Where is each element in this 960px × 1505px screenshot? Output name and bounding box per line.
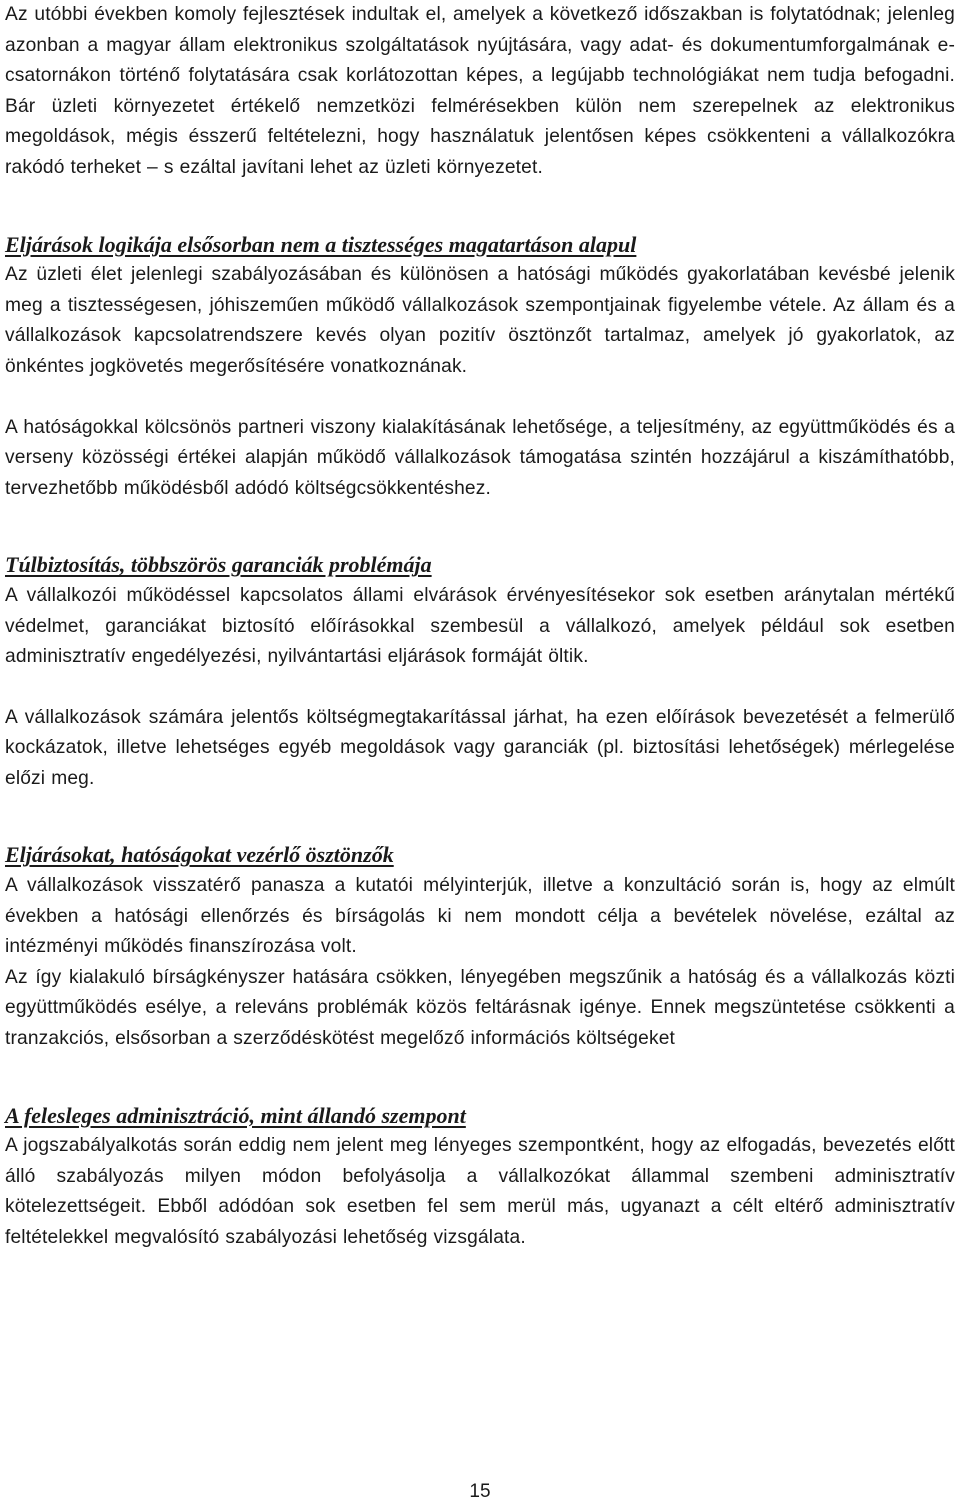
section-3-paragraph-2: Az így kialakuló bírságkényszer hatására csökken, lényegében megszűnik a hatóság és a vállalkozás közti együttműködés esélye, a releváns problémák közös feltárásnak igénye. Ennek megszüntetése csökkenti a tranzakciós, elsősorban a szerződéskötést megelőző információs költségeket bbox=[5, 966, 955, 1050]
section-1-paragraph-1: Az üzleti élet jelenlegi szabályozásában és különösen a hatósági működés gyakorlatában kevésbé jelenik meg a tisztességesen, jóhiszeműen működő vállalkozások szempontjainak figyelembe vétele. Az állam és a vállalkozások kapcsolatrendszere kevés olyan pozitív ösztönzőt tartalmaz, amelyek jó gyakorlatok, az önkéntes jogkövetés megerősítésére vonatkoznának. bbox=[5, 264, 955, 377]
section-2-paragraph-1: A vállalkozói működéssel kapcsolatos állami elvárások érvényesítésekor sok esetben aránytalan mértékű védelmet, garanciákat biztosító előírásokkal szembesül a vállalkozó, amelyek például sok esetben adminisztratív engedélyezési, nyilvántartási eljárások formáját öltik. bbox=[5, 584, 955, 668]
intro-paragraph: Az utóbbi években komoly fejlesztések indultak el, amelyek a következő időszakban is folytatódnak; jelenleg azonban a magyar állam elektronikus szolgáltatások nyújtására, vagy adat- és dokumentumforgalmának e-csatornákon történő folytatására csak korlátozottan képes, a legújabb technológiákat nem tudja befogadni. Bár üzleti környezetet értékelő nemzetközi felmérésekben külön nem szerepelnek az elektronikus megoldások, mégis ésszerű feltételezni, hogy használatuk jelentősen képes csökkenteni a vállalkozókra rakódó terheket – s ezáltal javítani lehet az üzleti környezetet. bbox=[5, 4, 955, 178]
section-3-paragraph-1: A vállalkozások visszatérő panasza a kutatói mélyinterjúk, illetve a konzultáció során is, hogy az elmúlt években a hatósági ellenőrzés és bírságolás ki nem mondott célja a bevételek növelése, ezáltal az intézményi működés finanszírozása volt. bbox=[5, 875, 955, 958]
page-number: 15 bbox=[469, 1481, 491, 1502]
section-4-paragraph-1: A jogszabályalkotás során eddig nem jelent meg lényeges szempontként, hogy az elfogadás, bevezetés előtt álló szabályozás milyen módon befolyásolja a vállalkozókat állammal szembeni adminisztratív kötelezettségeit. Ebből adódóan sok esetben fel sem merül más, ugyanazt a célt eltérő adminisztratív feltételekkel megvalósító szabályozási lehetőség vizsgálata. bbox=[5, 1135, 955, 1248]
document-page bbox=[5, 0, 955, 1254]
section-heading-4: A felesleges adminisztráció, mint állandó szempont bbox=[5, 1102, 466, 1128]
section-heading-1: Eljárások logikája elsősorban nem a tisztességes magatartáson alapul bbox=[5, 231, 637, 257]
section-2-paragraph-2: A vállalkozások számára jelentős költségmegtakarítással járhat, ha ezen előírások bevezetését a felmerülő kockázatok, illetve lehetséges egyéb megoldások vagy garanciák (pl. biztosítási lehetőségek) mérlegelése előzi meg. bbox=[5, 706, 955, 789]
section-1-paragraph-2: A hatóságokkal kölcsönös partneri viszony kialakításának lehetősége, a teljesítmény, az együttműködés és a verseny közösségi értékei alapján működő vállalkozások támogatása szintén hozzájárul a kiszámíthatóbb, tervezhetőbb működésből adódó költségcsökkentéshez. bbox=[5, 416, 955, 499]
section-heading-2: Túlbiztosítás, többszörös garanciák problémája bbox=[5, 552, 432, 578]
section-heading-3: Eljárásokat, hatóságokat vezérlő ösztönzők bbox=[5, 842, 394, 868]
